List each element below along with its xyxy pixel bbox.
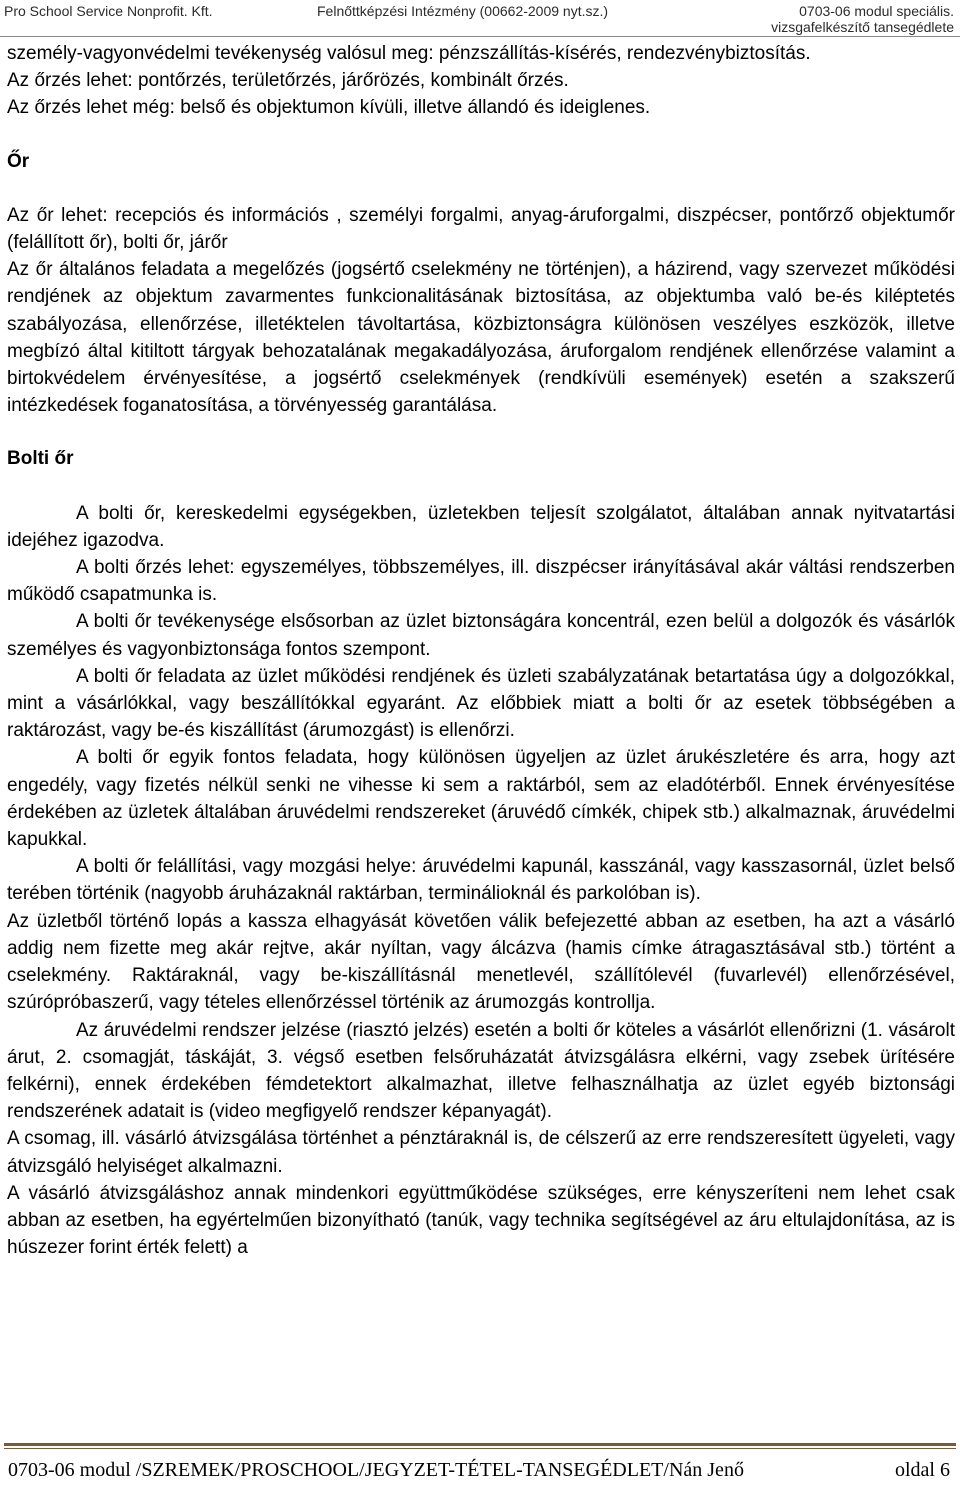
page-number: oldal 6: [895, 1459, 950, 1481]
header-organization: Pro School Service Nonprofit. Kft.: [4, 3, 213, 19]
header-module-subtitle: vizsgafelkészítő tansegédlete: [771, 19, 954, 35]
paragraph: Az áruvédelmi rendszer jelzése (riasztó jelzés) esetén a bolti őr köteles a vásárlót ellenőrizni (1. vásárolt árut, 2. csomagját, táskáját, 3. végső esetben felsőruházatát átvizsgálásra elkérni, vagy zsebek ürítésére felkérni), ennek érdekében fémdetektort alkalmazhat, illetve felhasználhatja az üzlet egyéb biztonsági rendszerének adatait is (video megfigyelő rendszer képanyagát).: [7, 1019, 955, 1123]
paragraph: személy-vagyonvédelmi tevékenység valósul meg: pénzszállítás-kísérés, rendezvénybiztosítás.: [7, 43, 811, 64]
spacer: [7, 175, 955, 202]
paragraph: Az őrzés lehet még: belső és objektumon kívüli, illetve állandó és ideiglenes.: [7, 97, 651, 119]
paragraph: A csomag, ill. vásárló átvizsgálása történhet a pénztáraknál is, de célszerű az erre rendszeresített ügyeleti, vagy átvizsgáló helyiséget alkalmazni.: [7, 1128, 955, 1177]
paragraph: A vásárló átvizsgáláshoz annak mindenkori együttműködése szükséges, erre kényszeríteni nem lehet csak abban az esetben, ha egyértelműen bizonyítható (tanúk, vagy technika segítségével az áru eltulajdonítása, az is húszezer forint érték felett) a: [7, 1182, 955, 1259]
header-institution: Felnőttképzési Intézmény (00662-2009 nyt.sz.): [317, 3, 609, 19]
paragraph: Az őr általános feladata a megelőzés (jogsértő cselekmény ne történjen), a házirend, vagy szervezet működési rendjének az objektum zavarmentes funkcionalitásának biztosítása, az objektumba való be-és kiléptetés szabályozása, ellenőrzése, illetéktelen távoltartása, közbiztonságra különösen veszélyes eszközök, illetve megbízó által kitiltott tárgyak behozatalának megakadályozása, áruforgalom rendjének ellenőrzése valamint a birtokvédelem érvényesítése, a jogsértő cselekmények (rendkívüli események) esetén a szakszerű intézkedések foganatosítása, a törvényesség garantálása.: [7, 259, 955, 417]
paragraph: A bolti őr tevékenysége elsősorban az üzlet biztonságára koncentrál, ezen belül a dolgozók és vásárlók személyes és vagyonbiztonsága fontos szempont.: [7, 611, 955, 660]
footer-document-path: 0703-06 modul /SZREMEK/PROSCHOOL/JEGYZET-TÉTEL-TANSEGÉDLET/Nán Jenő: [8, 1459, 744, 1481]
paragraph: A bolti őr felállítási, vagy mozgási helye: áruvédelmi kapunál, kasszánál, vagy kasszasornál, üzlet belső terében történik (nagyobb áruházaknál raktárban, terminálioknál és parkolóban is).: [7, 856, 955, 905]
spacer: [7, 122, 955, 148]
page-header: [0, 0, 960, 34]
page-footer: [0, 1443, 960, 1491]
footer-divider-thick: [4, 1443, 956, 1446]
header-module: 0703-06 modul speciális.: [799, 3, 954, 19]
paragraph: A bolti őr feladata az üzlet működési rendjének és üzleti szabályzatának betartatása úgy a dolgozókkal, mint a vásárlókkal, vagy beszállítókkal egyaránt. Az előbbiek miatt a bolti őr az esetek többségében a raktározást, vagy be-és kiszállítást (árumozgást) is ellenőrzi.: [7, 665, 955, 742]
document-body: [7, 40, 955, 1261]
section-heading-or: Őr: [7, 150, 30, 172]
paragraph: A bolti őr, kereskedelmi egységekben, üzletekben teljesít szolgálatot, általában annak nyitvatartási idejéhez igazodva.: [7, 502, 955, 551]
footer-divider-thin: [4, 1448, 956, 1449]
spacer: [7, 473, 955, 500]
spacer: [7, 419, 955, 445]
header-divider: [0, 36, 960, 37]
paragraph: A bolti őrzés lehet: egyszemélyes, többszemélyes, ill. diszpécser irányításával akár váltási rendszerben működő csapatmunka is.: [7, 557, 955, 606]
paragraph: A bolti őr egyik fontos feladata, hogy különösen ügyeljen az üzlet árukészletére és arra, hogy azt engedély, vagy fizetés nélkül senki ne vihesse ki sem a raktárból, sem az eladótérből. Ennek érvényesítése érdekében az üzletek általában áruvédelmi rendszereket (áruvédő címkék, chipek stb.) alkalmaznak, áruvédelmi kapukkal.: [7, 747, 955, 851]
section-heading-bolti-or: Bolti őr: [7, 448, 74, 470]
paragraph: Az őr lehet: recepciós és információs , személyi forgalmi, anyag-áruforgalmi, diszpécser, pontőrző objektumőr (felállított őr), bolti őr, járőr: [7, 204, 955, 254]
paragraph: Az őrzés lehet: pontőrzés, területőrzés, járőrözés, kombinált őrzés.: [7, 70, 569, 92]
paragraph: Az üzletből történő lopás a kassza elhagyását követően válik befejezetté abban az esetben, ha azt a vásárló addig nem fizette meg akár rejtve, akár nyíltan, vagy álcázva (hamis címke átragasztásával stb.) történt a cselekmény. Raktáraknál, vagy be-kiszállításnál menetlevél, szállítólevél (fuvarlevél) ellenőrzésével, szúrópróbaszerű, vagy tételes ellenőrzéssel történik az árumozgás kontrollja.: [7, 910, 955, 1014]
